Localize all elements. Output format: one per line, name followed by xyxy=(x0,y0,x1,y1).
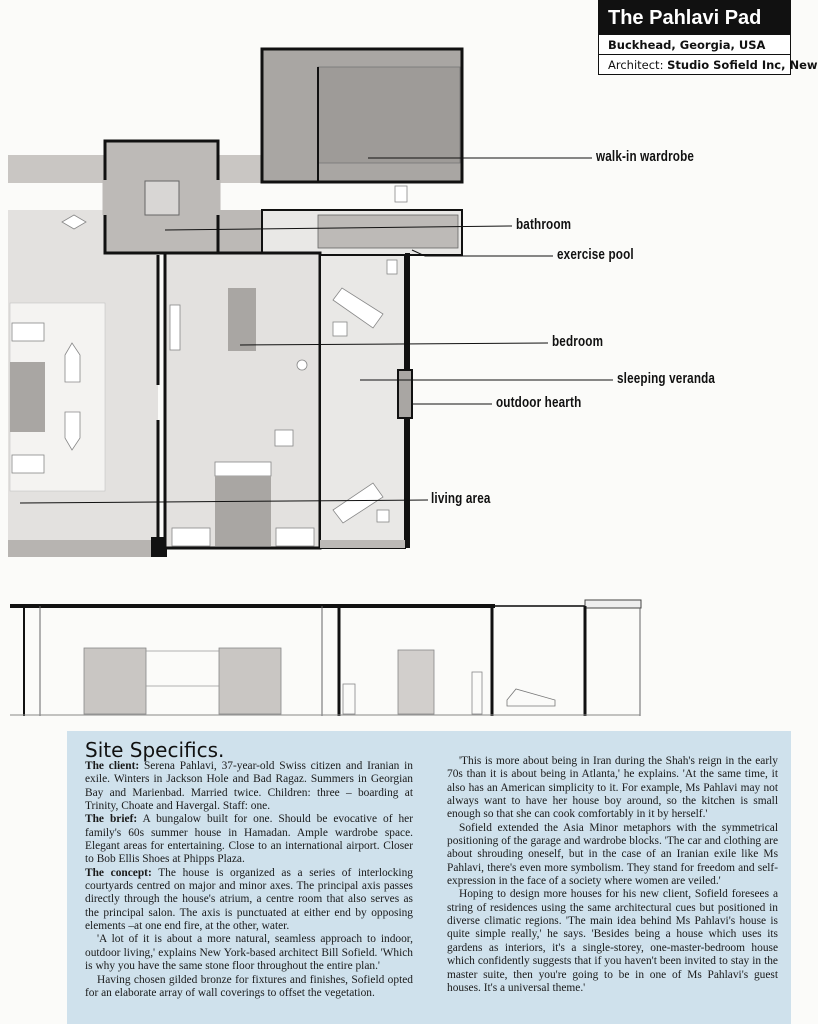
elevation-drawing xyxy=(0,596,791,721)
client-text: Serena Pahlavi, 37-year-old Swiss citizen and Iranian in exile. Winters in Jackson Hole and Bad Ragaz. Summers in Georgian Bay and Marienbad. Married twice. Children: three – boarding at Trinity, Choate and Havergal. Staff: one. xyxy=(85,760,413,813)
label-exercise-pool: exercise pool xyxy=(557,246,634,263)
architect-name: Studio Sofield Inc, New xyxy=(667,58,818,72)
concept-label: The concept: xyxy=(85,866,152,879)
label-living-area: living area xyxy=(431,490,491,507)
exercise-pool xyxy=(318,215,458,248)
label-walk-in-wardrobe: walk-in wardrobe xyxy=(596,148,695,165)
page-title: The Pahlavi Pad xyxy=(599,1,790,35)
bed xyxy=(215,476,271,546)
body-paragraph: Sofield extended the Asia Minor metaphors with the symmetrical positioning of the garage and wardrobe blocks. 'The car and clothing are about shrouding oneself, but in the case of an Iranian exile like Ms Pahlavi, there's even more symbolism. They stand for freedom and self-expression in the face of a society where women are veiled.' xyxy=(447,821,778,888)
sofa xyxy=(10,362,45,432)
label-bedroom: bedroom xyxy=(552,333,604,350)
bed-bench xyxy=(228,288,256,351)
concept-paragraph xyxy=(85,867,413,934)
body-paragraph: Having chosen gilded bronze for fixtures and finishes, Sofield opted for an elaborate array of wall coverings to offset the vegetation. xyxy=(85,973,413,999)
body-paragraph: Hoping to design more houses for his new client, Sofield foresees a string of residences using the same architectural cues but positioned in diverse climatic regions. 'The main idea behind Ms Pahlavi's house is quite simple really,' he says. 'Besides being a house which uses its gardens as interiors, it's a single-storey, one-master-bedroom house which confidently suggests that if you haven't been invited to stay in the master suite, then you're going to be in one of Ms Pahlavi's guest houses. It's a universal theme.' xyxy=(447,888,778,994)
concept-text: The house is organized as a series of interlocking courtyards centred on major and minor axes. The principal axis passes directly through the house's atrium, a centre room that also serves as the principal salon. The axis is punctuated at either end by opposing elements –at one end fire, at the other, water. xyxy=(85,866,413,933)
location-text: Buckhead, Georgia, USA xyxy=(608,38,766,52)
specifics-heading: Site Specifics. xyxy=(85,738,225,762)
body-paragraph: 'This is more about being in Iran during the Shah's reign in the early 70s than it is about being in Atlanta,' he explains. 'At the same time, it also has an American simplicity to it. For example, Ms Pahlavi may not always want to have her house boy around, so the kitchen is small enough so that she can cook comfortably in it by herself.' xyxy=(447,755,778,821)
floor-plan xyxy=(0,40,791,560)
body-paragraph: 'A lot of it is about a more natural, seamless approach to indoor, outdoor living,' explains New York-based architect Bill Sofield. 'Which is why you have the same stone floor throughout the entire plan.' xyxy=(85,933,413,973)
client-label: The client: xyxy=(85,760,140,772)
label-bathroom: bathroom xyxy=(516,216,572,233)
architect-label: Architect: xyxy=(608,58,664,72)
label-sleeping-veranda: sleeping veranda xyxy=(617,370,716,387)
client-paragraph xyxy=(85,760,413,813)
chair xyxy=(12,323,44,341)
specifics-right-column xyxy=(447,755,778,995)
specifics-left-column xyxy=(85,760,413,1000)
outdoor-hearth xyxy=(398,370,412,418)
toilet xyxy=(395,186,407,202)
terrace xyxy=(8,540,153,557)
brief-paragraph xyxy=(85,813,413,866)
chair xyxy=(12,455,44,473)
brief-label: The brief: xyxy=(85,813,138,826)
label-outdoor-hearth: outdoor hearth xyxy=(496,394,582,411)
headboard xyxy=(215,462,271,476)
brief-text: A bungalow built for one. Should be evocative of her family's 60s summer house in Hamadan. Ample wardrobe space. Elegant areas for entertaining. Close to an international airport. Closer to Bob Ellis Shoes at Phipps Plaza. xyxy=(85,813,414,866)
atrium-table xyxy=(145,181,179,215)
